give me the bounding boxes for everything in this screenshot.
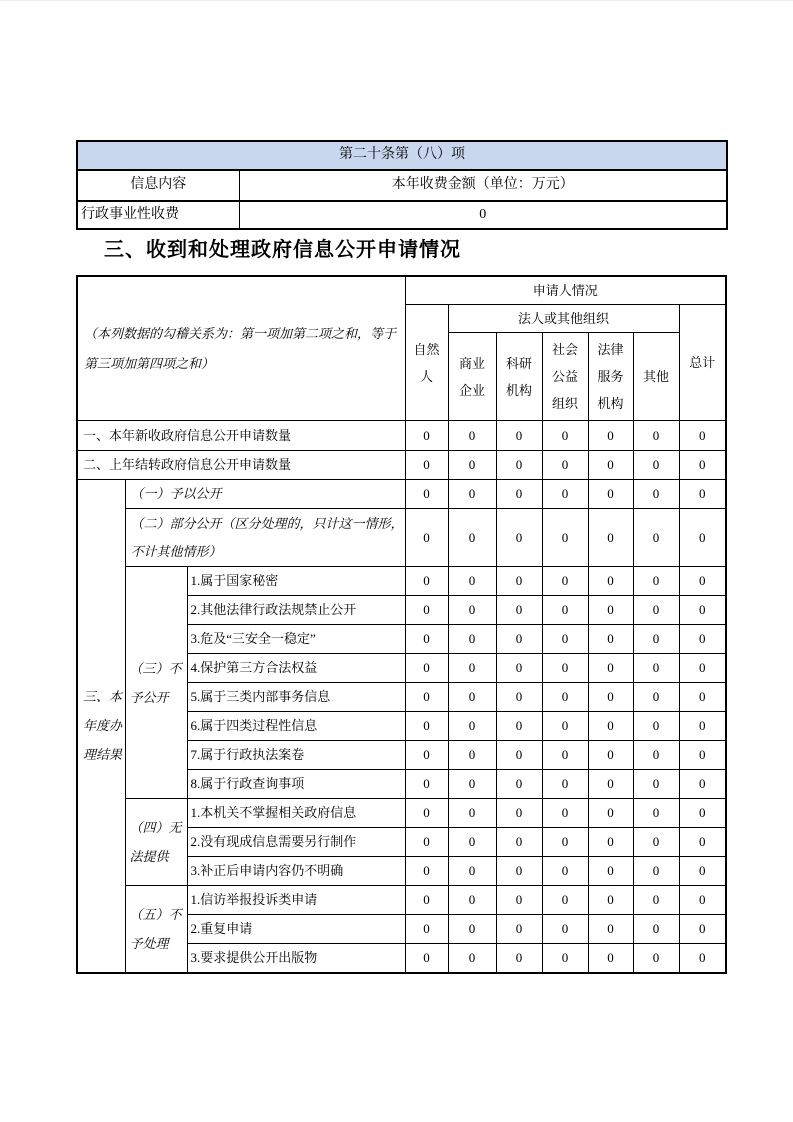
value-cell: 0 [588,625,633,654]
header-applicant: 申请人情况 [405,276,726,305]
value-cell: 0 [448,421,496,451]
value-cell: 0 [588,741,633,770]
value-cell: 0 [679,915,726,944]
table-note: （本列数据的勾稽关系为：第一项加第二项之和，等于第三项加第四项之和） [77,276,405,421]
header-row-1 [77,276,726,305]
header-commercial-enterprise: 商业企业 [448,333,496,421]
value-cell: 0 [542,828,588,857]
value-cell: 0 [633,596,679,625]
value-cell: 0 [448,857,496,886]
value-cell: 0 [405,770,448,799]
request-table [76,275,727,974]
subgroup-label-not-processed: （五）不予处理 [125,886,187,973]
fee-table-header-row [77,170,727,201]
table-row [77,886,726,915]
value-cell: 0 [405,828,448,857]
value-cell: 0 [588,451,633,480]
value-cell: 0 [679,741,726,770]
row-label-enforcement-files: 7.属于行政执法案卷 [187,741,405,770]
value-cell: 0 [542,596,588,625]
value-cell: 0 [496,421,542,451]
value-cell: 0 [542,480,588,509]
value-cell: 0 [542,712,588,741]
value-cell: 0 [679,451,726,480]
value-cell: 0 [542,915,588,944]
value-cell: 0 [679,770,726,799]
table-row [77,799,726,828]
row-label-carryover-requests: 二、上年结转政府信息公开申请数量 [77,451,405,480]
table-row [77,509,726,567]
value-cell: 0 [405,421,448,451]
value-cell: 0 [496,770,542,799]
subgroup-label-not-disclosed: （三）不予公开 [125,567,187,799]
value-cell: 0 [633,915,679,944]
value-cell: 0 [679,944,726,973]
value-cell: 0 [679,421,726,451]
value-cell: 0 [588,944,633,973]
value-cell: 0 [542,451,588,480]
value-cell: 0 [542,741,588,770]
fee-table-data-row [77,201,727,229]
value-cell: 0 [633,886,679,915]
value-cell: 0 [496,712,542,741]
value-cell: 0 [405,567,448,596]
value-cell: 0 [542,567,588,596]
value-cell: 0 [633,799,679,828]
value-cell: 0 [496,944,542,973]
value-cell: 0 [588,828,633,857]
table-row [77,421,726,451]
value-cell: 0 [448,828,496,857]
value-cell: 0 [448,625,496,654]
value-cell: 0 [405,944,448,973]
value-cell: 0 [496,857,542,886]
row-label-published-materials: 3.要求提供公开出版物 [187,944,405,973]
row-label-endanger-security: 3.危及“三安全一稳定” [187,625,405,654]
value-cell: 0 [496,625,542,654]
value-cell: 0 [405,654,448,683]
value-cell: 0 [405,712,448,741]
value-cell: 0 [496,567,542,596]
value-cell: 0 [448,567,496,596]
fee-table-title-row [77,141,727,170]
value-cell: 0 [588,596,633,625]
value-cell: 0 [542,770,588,799]
value-cell: 0 [633,654,679,683]
value-cell: 0 [542,654,588,683]
value-cell: 0 [679,480,726,509]
value-cell: 0 [588,509,633,567]
value-cell: 0 [496,741,542,770]
row-label-petition-complaint: 1.信访举报投诉类申请 [187,886,405,915]
table-row [77,567,726,596]
value-cell: 0 [588,421,633,451]
value-cell: 0 [496,596,542,625]
page-top-edge [0,0,793,1]
value-cell: 0 [448,480,496,509]
value-cell: 0 [448,799,496,828]
value-cell: 0 [405,857,448,886]
value-cell: 0 [405,683,448,712]
value-cell: 0 [633,683,679,712]
header-legal-service-org: 法律服务机构 [588,333,633,421]
value-cell: 0 [496,654,542,683]
value-cell: 0 [633,741,679,770]
header-natural-person: 自然人 [405,305,448,421]
row-label-need-new-production: 2.没有现成信息需要另行制作 [187,828,405,857]
value-cell: 0 [679,596,726,625]
value-cell: 0 [405,596,448,625]
header-org-group: 法人或其他组织 [448,305,679,333]
value-cell: 0 [679,712,726,741]
value-cell: 0 [405,886,448,915]
value-cell: 0 [542,509,588,567]
value-cell: 0 [633,567,679,596]
value-cell: 0 [633,712,679,741]
value-cell: 0 [588,654,633,683]
value-cell: 0 [679,683,726,712]
value-cell: 0 [633,770,679,799]
value-cell: 0 [405,625,448,654]
header-social-welfare-org: 社会公益组织 [542,333,588,421]
value-cell: 0 [679,625,726,654]
fee-row-label: 行政事业性收费 [77,201,239,229]
result-group-label: 三、本年度办理结果 [77,480,125,973]
value-cell: 0 [496,915,542,944]
value-cell: 0 [679,857,726,886]
value-cell: 0 [542,625,588,654]
value-cell: 0 [679,828,726,857]
value-cell: 0 [542,421,588,451]
value-cell: 0 [588,857,633,886]
value-cell: 0 [448,915,496,944]
value-cell: 0 [633,480,679,509]
row-label-new-requests: 一、本年新收政府信息公开申请数量 [77,421,405,451]
value-cell: 0 [588,770,633,799]
row-label-not-held: 1.本机关不掌握相关政府信息 [187,799,405,828]
value-cell: 0 [588,915,633,944]
value-cell: 0 [405,509,448,567]
row-label-other-law-prohibited: 2.其他法律行政法规禁止公开 [187,596,405,625]
value-cell: 0 [496,886,542,915]
value-cell: 0 [496,451,542,480]
value-cell: 0 [448,944,496,973]
value-cell: 0 [448,712,496,741]
value-cell: 0 [633,944,679,973]
value-cell: 0 [448,741,496,770]
value-cell: 0 [588,567,633,596]
value-cell: 0 [633,509,679,567]
value-cell: 0 [633,828,679,857]
row-label-process-info: 6.属于四类过程性信息 [187,712,405,741]
value-cell: 0 [542,799,588,828]
value-cell: 0 [588,712,633,741]
row-label-state-secret: 1.属于国家秘密 [187,567,405,596]
value-cell: 0 [679,509,726,567]
subgroup-label-unable-to-provide: （四）无法提供 [125,799,187,886]
header-total: 总计 [679,305,726,421]
value-cell: 0 [496,799,542,828]
value-cell: 0 [542,886,588,915]
value-cell: 0 [588,799,633,828]
value-cell: 0 [588,886,633,915]
value-cell: 0 [405,480,448,509]
value-cell: 0 [679,654,726,683]
value-cell: 0 [405,915,448,944]
table-row [77,480,726,509]
fee-info-header: 信息内容 [77,170,239,201]
value-cell: 0 [633,625,679,654]
row-label-internal-affairs: 5.属于三类内部事务信息 [187,683,405,712]
value-cell: 0 [633,857,679,886]
fee-amount-header: 本年收费金额（单位：万元） [239,170,727,201]
header-other-org: 其他 [633,333,679,421]
value-cell: 0 [448,451,496,480]
value-cell: 0 [633,451,679,480]
value-cell: 0 [588,683,633,712]
row-label-partially-disclosed: （二）部分公开（区分处理的，只计这一情形，不计其他情形） [125,509,405,567]
value-cell: 0 [405,741,448,770]
value-cell: 0 [679,567,726,596]
fee-row-value: 0 [239,201,727,229]
header-research-institution: 科研机构 [496,333,542,421]
value-cell: 0 [448,770,496,799]
value-cell: 0 [448,596,496,625]
value-cell: 0 [405,451,448,480]
value-cell: 0 [542,944,588,973]
value-cell: 0 [448,509,496,567]
value-cell: 0 [588,480,633,509]
row-label-still-unclear: 3.补正后申请内容仍不明确 [187,857,405,886]
value-cell: 0 [679,886,726,915]
row-label-disclosed: （一）予以公开 [125,480,405,509]
value-cell: 0 [448,654,496,683]
fee-table-title: 第二十条第（八）项 [77,141,727,170]
section-title: 三、收到和处理政府信息公开申请情况 [104,239,461,261]
value-cell: 0 [496,683,542,712]
value-cell: 0 [542,683,588,712]
value-cell: 0 [496,509,542,567]
value-cell: 0 [448,886,496,915]
value-cell: 0 [496,480,542,509]
value-cell: 0 [679,799,726,828]
value-cell: 0 [542,857,588,886]
row-label-repeat-application: 2.重复申请 [187,915,405,944]
table-row [77,451,726,480]
row-label-third-party-rights: 4.保护第三方合法权益 [187,654,405,683]
row-label-admin-inquiry: 8.属于行政查询事项 [187,770,405,799]
fee-table [76,140,728,230]
value-cell: 0 [448,683,496,712]
value-cell: 0 [496,828,542,857]
value-cell: 0 [633,421,679,451]
value-cell: 0 [405,799,448,828]
